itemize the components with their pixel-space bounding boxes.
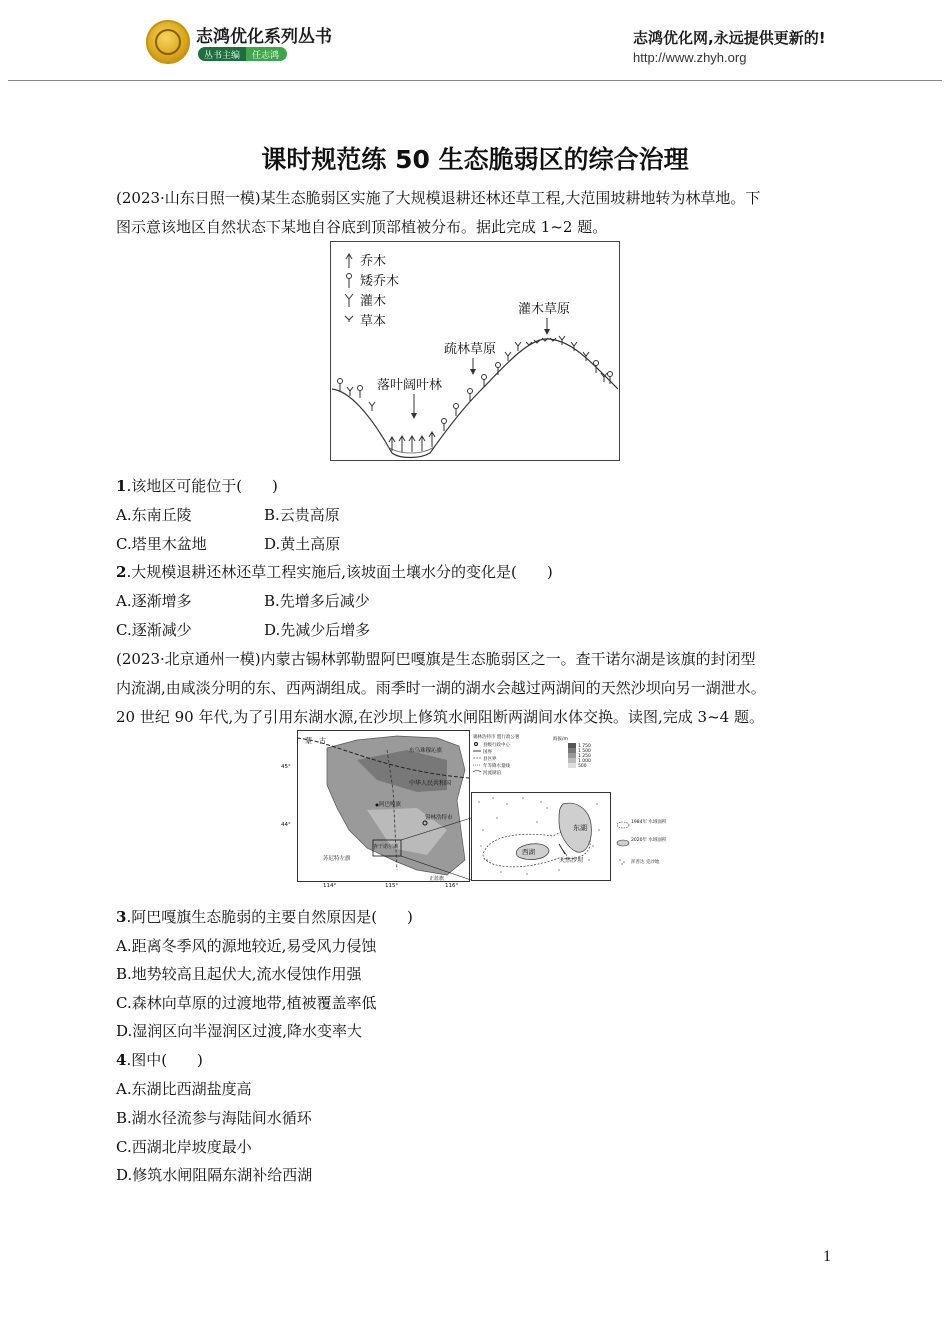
svg-text:西湖: 西湖 bbox=[522, 848, 535, 856]
inset-legend bbox=[617, 818, 667, 865]
intro2-line3: 20 世纪 90 年代,为了引用东湖水源,在沙坝上修筑水闸阻断两湖间水体交换。读图,完成 3~4 题。 bbox=[116, 708, 764, 726]
question-1: 1.该地区可能位于( ) bbox=[116, 477, 278, 495]
svg-text:浑善达 克沙地: 浑善达 克沙地 bbox=[631, 860, 660, 865]
svg-text:东乌珠穆沁旗: 东乌珠穆沁旗 bbox=[409, 748, 443, 754]
abag-banner-map-figure bbox=[281, 730, 669, 889]
svg-text:1984年 水域面积: 1984年 水域面积 bbox=[631, 820, 667, 825]
q3-option-c[interactable]: C.森林向草原的过渡地带,植被覆盖率低 bbox=[116, 994, 377, 1012]
svg-text:1 000: 1 000 bbox=[578, 759, 591, 764]
q4-option-d[interactable]: D.修筑水闸阻隔东湖补给西湖 bbox=[116, 1166, 313, 1184]
svg-text:苏尼特左旗: 苏尼特左旗 bbox=[323, 856, 351, 862]
svg-text:1 500: 1 500 bbox=[578, 749, 591, 754]
svg-text:2020年 水域面积: 2020年 水域面积 bbox=[631, 838, 667, 843]
q3-option-b[interactable]: B.地势较高且起伏大,流水侵蚀作用强 bbox=[116, 965, 362, 983]
intro1-line1: (2023·山东日照一模)某生态脆弱区实施了大规模退耕还林还草工程,大范围坡耕地转为林草地。下 bbox=[116, 189, 761, 207]
svg-text:县区界: 县区界 bbox=[483, 757, 497, 762]
svg-text:查干诺尔湖: 查干诺尔湖 bbox=[373, 844, 399, 850]
svg-text:1 750: 1 750 bbox=[578, 744, 591, 749]
svg-text:116°: 116° bbox=[445, 883, 459, 889]
editor-badge bbox=[198, 47, 287, 61]
series-title: 志鸿优化系列丛书 bbox=[196, 27, 332, 47]
svg-text:东湖: 东湖 bbox=[573, 824, 587, 832]
map-legend bbox=[473, 733, 591, 776]
svg-text:海拔/m: 海拔/m bbox=[553, 737, 568, 742]
question-4: 4.图中( ) bbox=[116, 1051, 203, 1069]
q2-option-c[interactable]: C.逐渐减少 bbox=[116, 621, 192, 639]
header-url[interactable]: http://www.zhyh.org bbox=[633, 50, 747, 65]
editor-name: 任志鸿 bbox=[246, 47, 287, 61]
header-slogan: 志鸿优化网,永远提供更新的! bbox=[633, 29, 826, 47]
intro2-line1: (2023·北京通州一模)内蒙古锡林郭勒盟阿巴嘎旗是生态脆弱区之一。查干诺尔湖是该旗的封闭型 bbox=[116, 650, 756, 668]
svg-text:45°: 45° bbox=[281, 764, 291, 770]
label-shrub-grassland: 灌木草原 bbox=[518, 302, 571, 317]
legend-herb-label: 草本 bbox=[360, 314, 387, 329]
q1-option-d[interactable]: D.黄土高原 bbox=[264, 535, 341, 553]
map-country-label: 中华人民共和国 bbox=[409, 780, 452, 787]
page-header bbox=[0, 0, 950, 80]
svg-text:1 250: 1 250 bbox=[578, 754, 591, 759]
question-3: 3.阿巴嘎旗生态脆弱的主要自然原因是( ) bbox=[116, 908, 413, 926]
header-divider bbox=[8, 80, 942, 81]
legend-small-tree-label: 矮乔木 bbox=[360, 274, 400, 289]
q4-option-c[interactable]: C.西湖北岸坡度最小 bbox=[116, 1138, 252, 1156]
svg-text:115°: 115° bbox=[385, 883, 399, 889]
svg-text:44°: 44° bbox=[281, 822, 291, 828]
page-number: 1 bbox=[823, 1248, 831, 1265]
svg-text:锡林浩特市 盟行政公署: 锡林浩特市 盟行政公署 bbox=[473, 735, 520, 740]
svg-text:正蓝旗: 正蓝旗 bbox=[429, 876, 445, 882]
q2-option-d[interactable]: D.先减少后增多 bbox=[264, 621, 371, 639]
vegetation-profile-figure bbox=[330, 241, 620, 461]
intro1-line2: 图示意该地区自然状态下某地自谷底到顶部植被分布。据此完成 1~2 题。 bbox=[116, 218, 608, 236]
q1-option-b[interactable]: B.云贵高原 bbox=[264, 506, 340, 524]
editor-label: 丛书主编 bbox=[198, 47, 246, 61]
svg-text:锡林浩特市: 锡林浩特市 bbox=[425, 815, 453, 821]
q3-option-a[interactable]: A.距离冬季风的源地较近,易受风力侵蚀 bbox=[116, 937, 377, 955]
svg-text:河流湖泊: 河流湖泊 bbox=[483, 771, 501, 776]
svg-text:114°: 114° bbox=[323, 883, 337, 889]
map-region-label: 蒙 古 bbox=[305, 737, 326, 745]
q2-option-b[interactable]: B.先增多后减少 bbox=[264, 592, 370, 610]
series-logo-icon bbox=[146, 20, 190, 64]
q1-option-c[interactable]: C.塔里木盆地 bbox=[116, 535, 207, 553]
svg-text:国界: 国界 bbox=[483, 750, 492, 755]
page-title: 课时规范练 50 生态脆弱区的综合治理 bbox=[261, 145, 689, 174]
label-forest: 落叶阔叶林 bbox=[377, 378, 443, 393]
legend-shrub-label: 灌木 bbox=[360, 294, 387, 309]
intro2-line2: 内流湖,由咸淡分明的东、西两湖组成。雨季时一湖的湖水会越过两湖间的天然沙坝向另一湖泄水。 bbox=[116, 679, 766, 697]
label-sparse-grassland: 疏林草原 bbox=[444, 342, 497, 357]
svg-text:天然沙坝: 天然沙坝 bbox=[559, 857, 584, 864]
q1-option-a[interactable]: A.东南丘陵 bbox=[116, 506, 192, 524]
legend-tree-label: 乔木 bbox=[360, 254, 387, 269]
q3-option-d[interactable]: D.湿润区向半湿润区过渡,降水变率大 bbox=[116, 1022, 363, 1040]
q4-option-b[interactable]: B.湖水径流参与海陆间水循环 bbox=[116, 1109, 312, 1127]
svg-text:年等降水量线: 年等降水量线 bbox=[483, 764, 510, 769]
svg-text:500: 500 bbox=[578, 764, 587, 769]
svg-text:县级行政中心: 县级行政中心 bbox=[483, 743, 510, 748]
q4-option-a[interactable]: A.东湖比西湖盐度高 bbox=[116, 1080, 252, 1098]
q2-option-a[interactable]: A.逐渐增多 bbox=[116, 592, 192, 610]
svg-text:阿巴嘎旗: 阿巴嘎旗 bbox=[379, 802, 402, 808]
question-2: 2.大规模退耕还林还草工程实施后,该坡面土壤水分的变化是( ) bbox=[116, 563, 553, 581]
